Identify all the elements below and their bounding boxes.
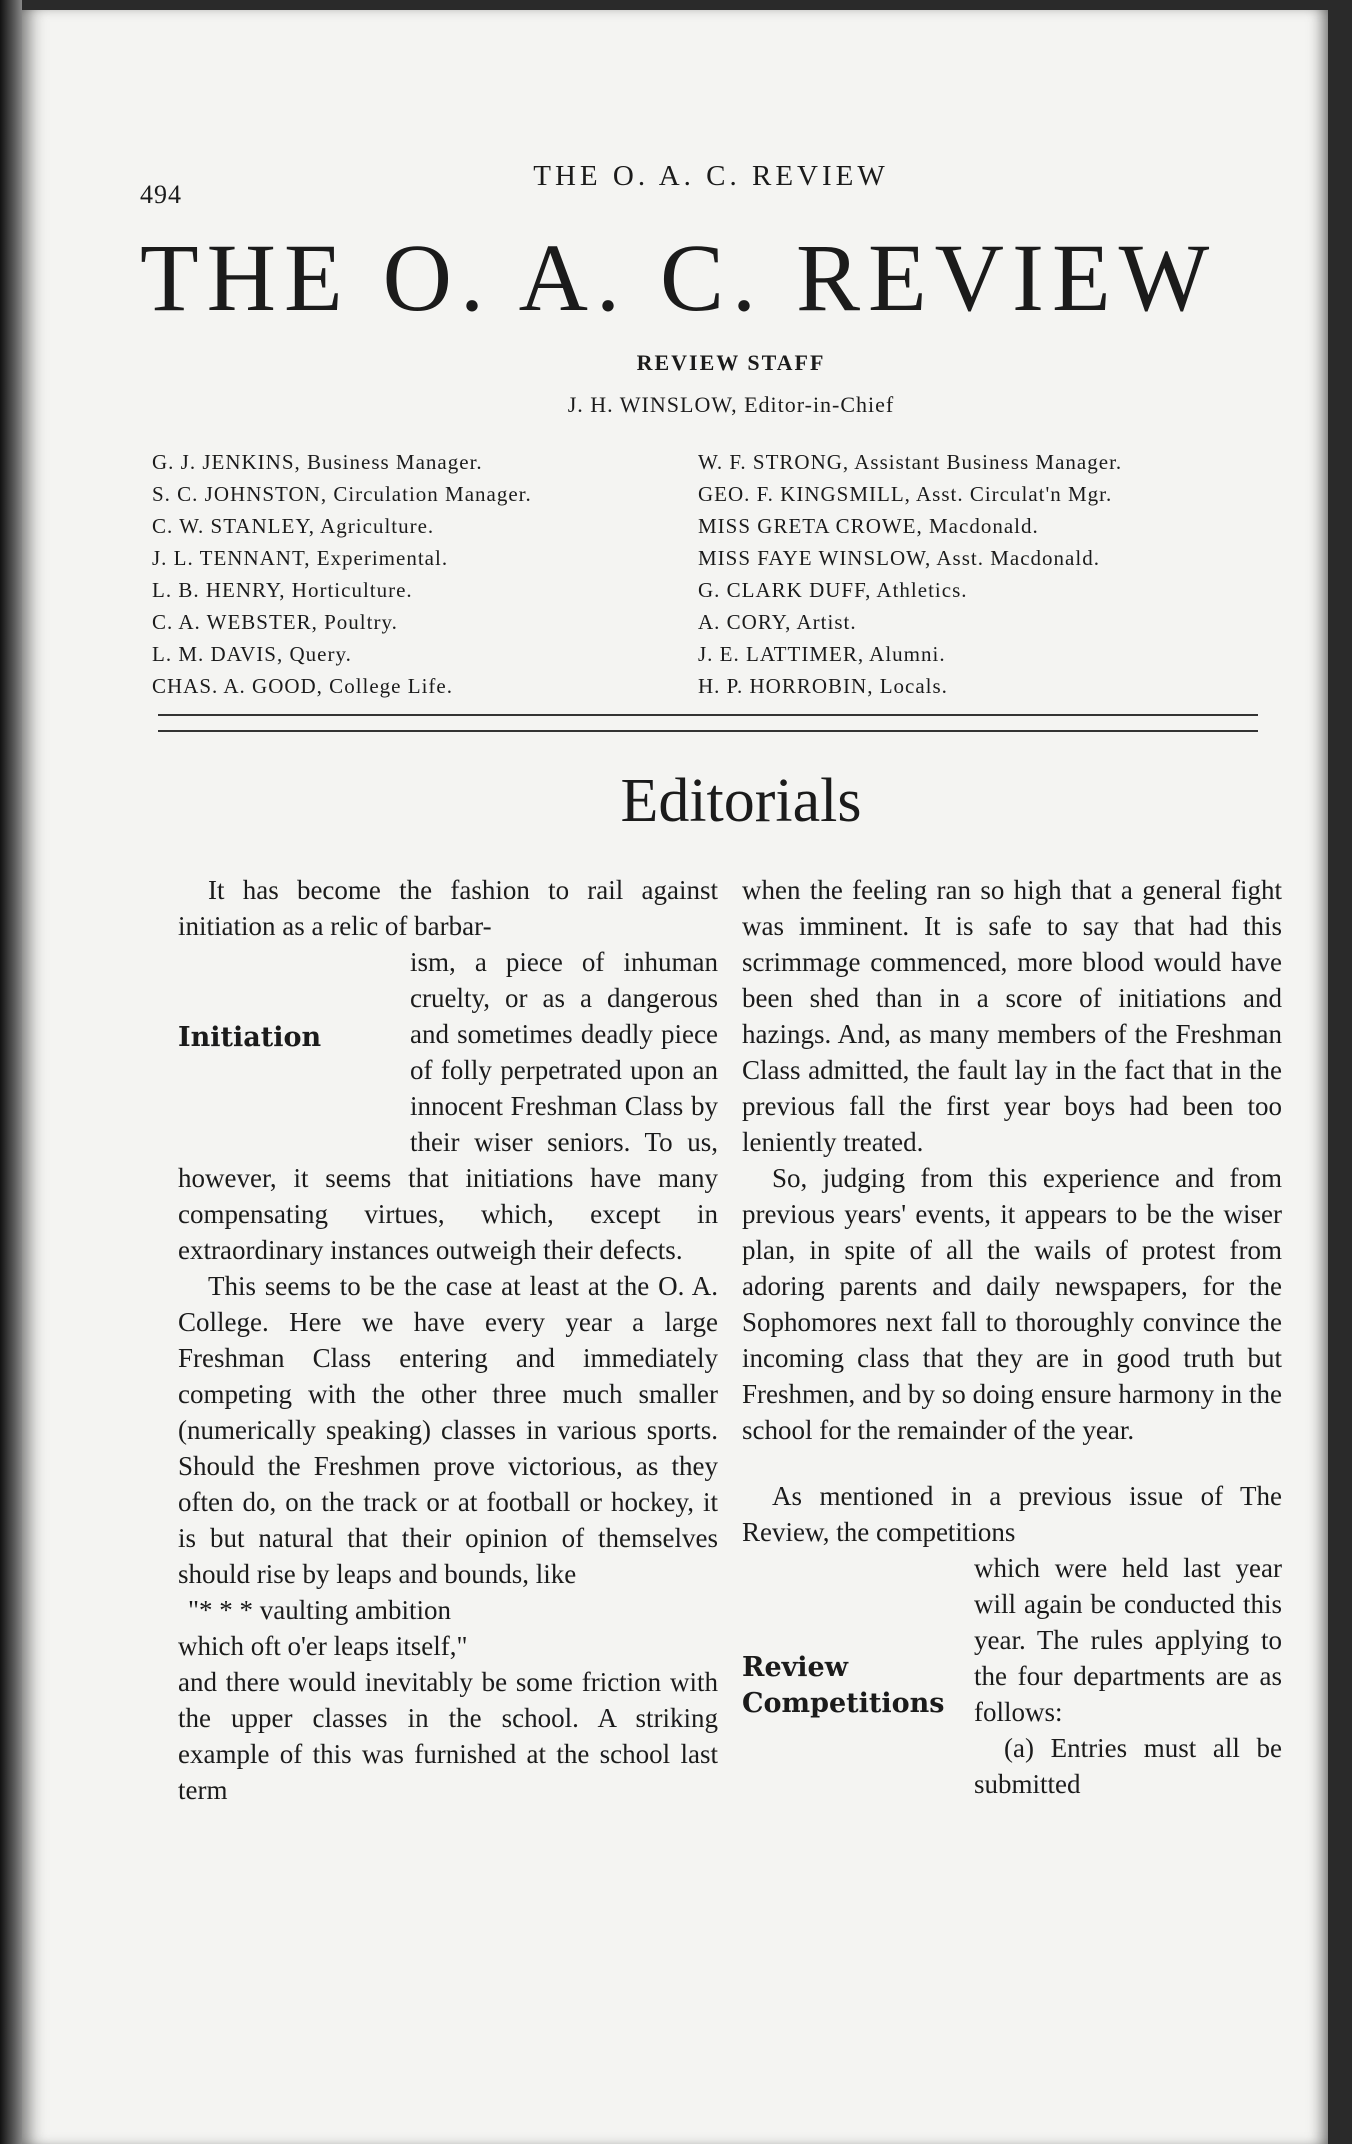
staff-entry: A. CORY, Artist. — [698, 610, 857, 634]
initiation-paragraph-3: and there would inevitably be some friction with the upper classes in the school. A striking example of this was furnished at the school last term — [178, 1667, 718, 1805]
paragraph-gap — [742, 1448, 1282, 1478]
staff-entry: G. J. JENKINS, Business Manager. — [152, 450, 483, 474]
page-number: 494 — [140, 180, 182, 209]
staff-entry: C. A. WEBSTER, Poultry. — [152, 610, 398, 634]
initiation-paragraph-5: So, judging from this experience and from previous years' events, it appears to be the wiser plan, in spite of all the wails of protest from adoring parents and daily newspapers, for the Sophomores next fall to thoroughly convince the incoming class that they are in good truth but Freshmen, and by so doing ensure harmony in the school for the remainder of the year. — [742, 1163, 1282, 1445]
initiation-paragraph-4: when the feeling ran so high that a general fight was imminent. It is safe to say that had this scrimmage commenced, more blood would have been shed than in a score of initiations and hazings. And, as many members of the Freshman Class admitted, the fault lay in the fact that in the previous fall the first year boys had been too leniently treated. — [742, 875, 1282, 1157]
staff-heading: REVIEW STAFF — [636, 350, 826, 375]
staff-entry: C. W. STANLEY, Agriculture. — [152, 514, 435, 538]
initiation-paragraph-2: This seems to be the case at least at the O. A. College. Here we have every year a large Freshman Class entering and immediately competing with the other three much smaller (numerically speaking) classes in various sports. Should the Freshmen prove victorious, as they often do, on the track or at football or hockey, it is but natural that their opinion of themselves should rise by leaps and bounds, like — [178, 1271, 718, 1589]
running-head: THE O. A. C. REVIEW — [533, 160, 889, 192]
staff-entry: W. F. STRONG, Assistant Business Manager. — [698, 450, 1123, 474]
right-column — [742, 872, 1282, 1830]
editor-in-chief: J. H. WINSLOW, Editor-in-Chief — [567, 392, 895, 417]
staff-entry: H. P. HORROBIN, Locals. — [698, 674, 948, 698]
staff-entry: L. M. DAVIS, Query. — [152, 642, 352, 666]
sidehead-line: Competitions — [742, 1688, 945, 1719]
quotation-line-1: "* * * vaulting ambition — [188, 1595, 451, 1625]
book-binding-edge — [0, 0, 22, 2144]
double-rule-divider — [158, 714, 1258, 732]
staff-entry: S. C. JOHNSTON, Circulation Manager. — [152, 482, 532, 506]
staff-entry: L. B. HENRY, Horticulture. — [152, 578, 413, 602]
rule-item-a: (a) Entries must all be submitted — [974, 1733, 1282, 1799]
staff-entry: MISS FAYE WINSLOW, Asst. Macdonald. — [698, 546, 1100, 570]
staff-entry: J. L. TENNANT, Experimental. — [152, 546, 449, 570]
staff-entry: G. CLARK DUFF, Athletics. — [698, 578, 968, 602]
initiation-intro: It has become the fashion to rail against initiation as a relic of barbar- — [178, 875, 718, 941]
sidehead-line: Review — [742, 1652, 848, 1683]
section-title: Editorials — [620, 767, 862, 835]
initiation-paragraph-1: ism, a piece of inhuman cruelty, or as a dangerous and sometimes deadly piece of folly perpetrated upon an innocent Freshman Class by their wiser seniors. To us, however, it seems that initiations have many compensating virtues, which, except in extraordinary instances outweigh their defects. — [178, 947, 718, 1265]
staff-entry: GEO. F. KINGSMILL, Asst. Circulat'n Mgr. — [698, 482, 1113, 506]
quotation-line-2: which oft o'er leaps itself," — [178, 1631, 468, 1661]
competitions-intro: As mentioned in a previous issue of The Review, the competitions — [742, 1481, 1282, 1547]
staff-entry: CHAS. A. GOOD, College Life. — [152, 674, 453, 698]
sidehead-initiation: Initiation — [178, 1022, 322, 1053]
staff-entry: MISS GRETA CROWE, Macdonald. — [698, 514, 1039, 538]
masthead-title: THE O. A. C. REVIEW — [140, 224, 1218, 331]
competitions-paragraph: which were held last year will again be conducted this year. The rules applying to the four departments are as follows: — [974, 1553, 1282, 1727]
staff-list-left — [152, 446, 532, 702]
sidehead-review-competitions — [742, 1554, 964, 1830]
staff-entry: J. E. LATTIMER, Alumni. — [698, 642, 946, 666]
staff-list-right — [698, 446, 1122, 702]
left-column — [178, 872, 718, 1808]
